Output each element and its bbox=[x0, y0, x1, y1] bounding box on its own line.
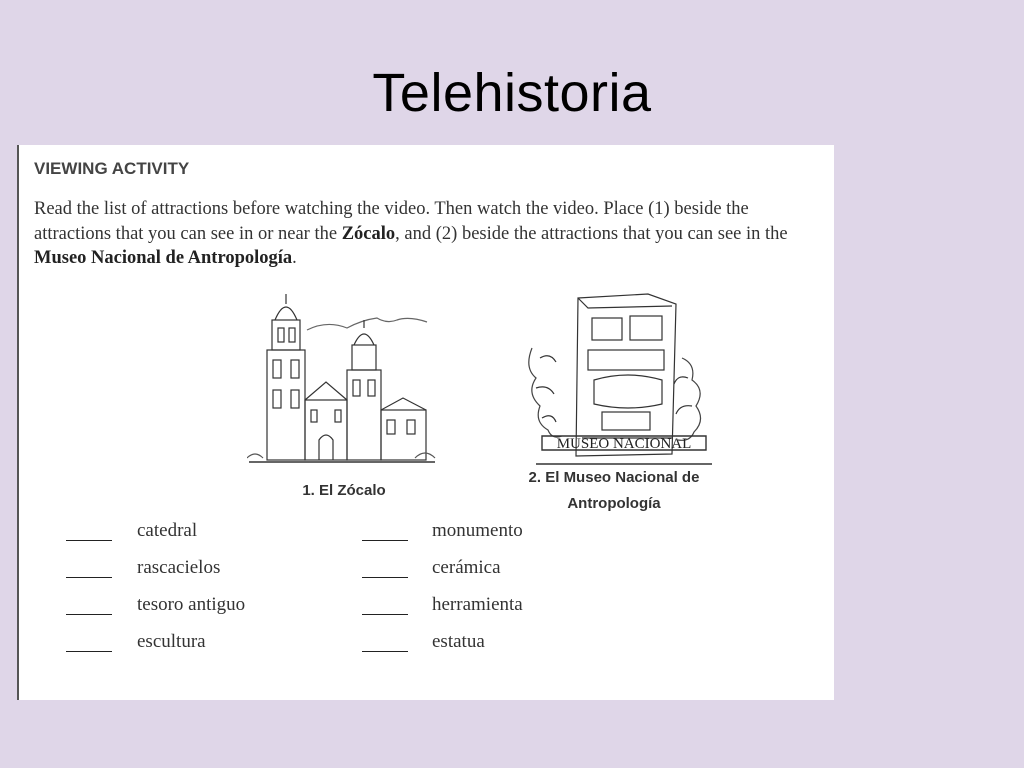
museo-caption bbox=[499, 465, 729, 517]
attraction-item: rascacielos bbox=[137, 557, 221, 578]
museum-sign-text: MUSEO NACIONAL bbox=[556, 436, 692, 452]
answer-blank[interactable] bbox=[362, 651, 408, 652]
worksheet-heading: VIEWING ACTIVITY bbox=[34, 159, 190, 178]
worksheet-instructions: Read the list of attractions before watching the video. Then watch the video. Place (1) beside the attractions that you can see in or near the Zócalo, and (2) beside the attractions that you can see in the Museo Nacional de Antropología. bbox=[34, 199, 788, 268]
attraction-item: estatua bbox=[432, 631, 485, 652]
answer-blank[interactable] bbox=[66, 651, 112, 652]
zocalo-term: Zócalo bbox=[341, 223, 396, 244]
museum-illustration bbox=[522, 288, 722, 470]
answer-blank[interactable] bbox=[362, 540, 408, 541]
museo-caption-line1: 2. El Museo Nacional de bbox=[528, 469, 700, 486]
answer-blank[interactable] bbox=[66, 540, 112, 541]
answer-blank[interactable] bbox=[66, 577, 112, 578]
cathedral-illustration bbox=[247, 290, 437, 470]
attraction-item: escultura bbox=[137, 631, 206, 652]
attraction-item: herramienta bbox=[432, 594, 523, 615]
worksheet-image bbox=[17, 145, 834, 700]
answer-blank[interactable] bbox=[362, 614, 408, 615]
answer-blank[interactable] bbox=[362, 577, 408, 578]
attraction-item: catedral bbox=[137, 520, 198, 541]
museo-term: Museo Nacional de Antropología bbox=[34, 248, 293, 268]
museo-caption-line2: Antropología bbox=[567, 495, 661, 512]
attraction-item: tesoro antiguo bbox=[137, 594, 246, 615]
attraction-item: monumento bbox=[432, 520, 523, 541]
answer-blank[interactable] bbox=[66, 614, 112, 615]
zocalo-caption: 1. El Zócalo bbox=[302, 482, 386, 499]
attraction-item: cerámica bbox=[432, 557, 501, 578]
slide-title: Telehistoria bbox=[372, 63, 652, 123]
